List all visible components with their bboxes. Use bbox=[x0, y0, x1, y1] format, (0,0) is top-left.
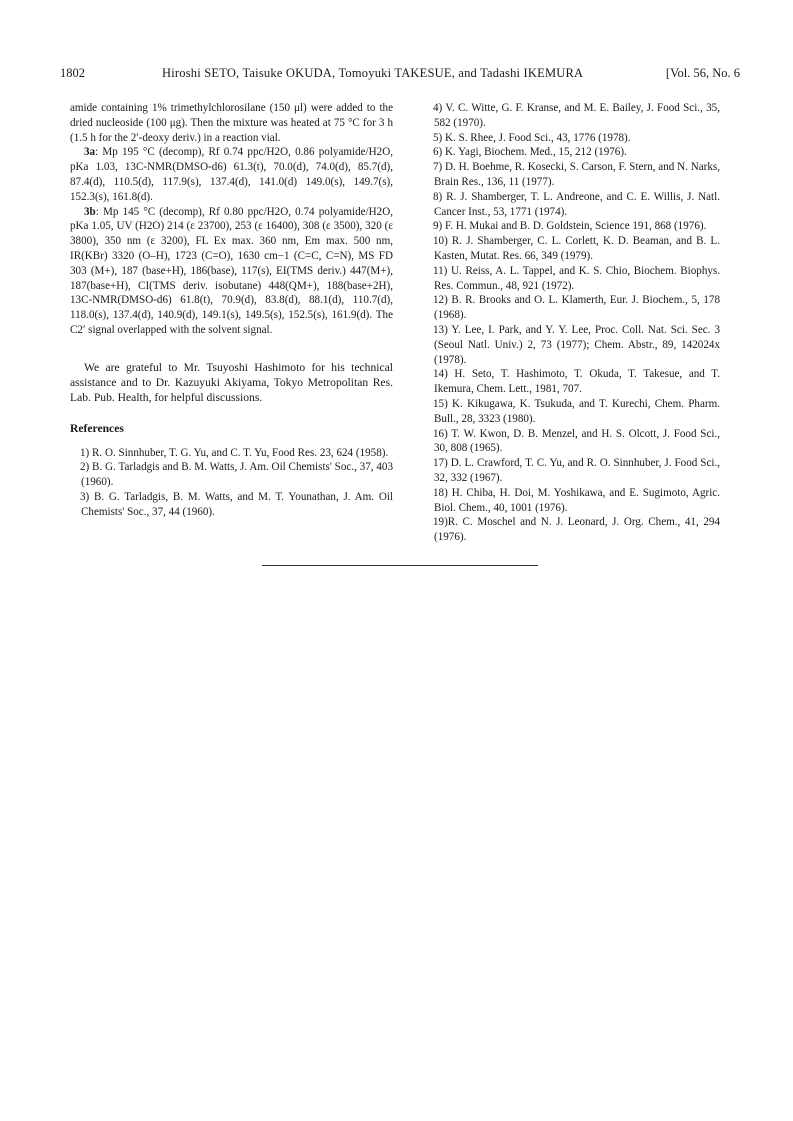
reference-item: 7) D. H. Boehme, R. Kosecki, S. Carson, F. Stern, and N. Narks, Brain Res., 136, 11 (1977). bbox=[433, 161, 720, 188]
acknowledgement: We are grateful to Mr. Tsuyoshi Hashimoto for his technical assistance and to Dr. Kazuyuki Akiyama, Tokyo Metropolitan Res. Lab. Pub. Health, for helpful discussions. bbox=[70, 360, 393, 404]
reference-item: 9) F. H. Mukai and B. D. Goldstein, Science 191, 868 (1976). bbox=[433, 220, 707, 233]
right-column bbox=[423, 101, 720, 545]
reference-item: 5) K. S. Rhee, J. Food Sci., 43, 1776 (1978). bbox=[433, 131, 631, 144]
left-column bbox=[70, 101, 393, 520]
reference-item: 10) R. J. Shamberger, C. L. Corlett, K. D. Beaman, and B. L. Kasten, Mutat. Res. 66, 349 (1979). bbox=[433, 235, 720, 262]
method-paragraph: amide containing 1% trimethylchlorosilane (150 μl) were added to the dried nucleoside (100 μg). Then the mixture was heated at 75 °C for 3 h (1.5 h for the 2′-deoxy deriv.) in a reaction vial. bbox=[70, 102, 393, 144]
reference-item: 14) H. Seto, T. Hashimoto, T. Okuda, T. Takesue, and T. Ikemura, Chem. Lett., 1981, 707. bbox=[433, 368, 720, 396]
reference-item: 4) V. C. Witte, G. F. Kranse, and M. E. Bailey, J. Food Sci., 35, 582 (1970). bbox=[433, 102, 720, 129]
reference-item: 1) R. O. Sinnhuber, T. G. Yu, and C. T. Yu, Food Res. 23, 624 (1958). bbox=[80, 446, 389, 459]
end-rule bbox=[262, 565, 538, 566]
reference-item: 16) T. W. Kwon, D. B. Menzel, and H. S. Olcott, J. Food Sci., 30, 808 (1965). bbox=[433, 427, 720, 455]
reference-item: 2) B. G. Tarladgis and B. M. Watts, J. Am. Oil Chemists' Soc., 37, 403 (1960). bbox=[80, 461, 393, 489]
compound-3a-paragraph bbox=[70, 145, 393, 204]
compound-3a-data: : Mp 195 °C (decomp), Rf 0.74 ppc/H2O, 0.86 polyamide/H2O, pKa 1.03, 13C-NMR(DMSO-d6) 61.3(t), 70.0(d), 74.0(d), 85.7(d), 87.4(d), 110.5(d), 117.9(s), 137.4(d), 141.0(d) 149.0(s), 149.7(s), 152.3(s), 161.8(d). bbox=[70, 146, 393, 203]
reference-item: 8) R. J. Shamberger, T. L. Andreone, and C. E. Willis, J. Natl. Cancer Inst., 53, 1771 (1974). bbox=[433, 190, 720, 218]
reference-item: 13) Y. Lee, I. Park, and Y. Y. Lee, Proc. Coll. Nat. Sci. Sec. 3 (Seoul Natl. Univ.) 2, 73 (1977); Chem. Abstr., 89, 142024x (1978). bbox=[433, 323, 720, 366]
reference-item: 17) D. L. Crawford, T. C. Yu, and R. O. Sinnhuber, J. Food Sci., 32, 332 (1967). bbox=[433, 457, 720, 484]
compound-3a-label: 3a bbox=[84, 146, 96, 159]
references-heading: References bbox=[70, 421, 124, 435]
reference-item: 18) H. Chiba, H. Doi, M. Yoshikawa, and E. Sugimoto, Agric. Biol. Chem., 40, 1001 (1976). bbox=[433, 486, 720, 514]
running-authors: Hiroshi SETO, Taisuke OKUDA, Tomoyuki TAKESUE, and Tadashi IKEMURA bbox=[162, 66, 584, 80]
reference-item: 19)R. C. Moschel and N. J. Leonard, J. Org. Chem., 41, 294 (1976). bbox=[433, 516, 720, 544]
reference-item: 11) U. Reiss, A. L. Tappel, and K. S. Chio, Biochem. Biophys. Res. Commun., 48, 921 (1972). bbox=[433, 264, 720, 292]
compound-3b-label: 3b bbox=[84, 205, 96, 218]
reference-item: 6) K. Yagi, Biochem. Med., 15, 212 (1976). bbox=[433, 146, 627, 159]
compound-3b-data: : Mp 145 °C (decomp), Rf 0.80 ppc/H2O, 0.74 polyamide/H2O, pKa 1.05, UV (H2O) 214 (ε 23700), 253 (ε 16400), 308 (ε 3500), 320 (ε 3800), 350 nm (ε 3200), FL Ex max. 360 nm, Em max. 500 nm, IR(KBr) 3320 (O–H), 1723 (C=O), 1630 cm−1 (C=C, C=N), MS FD 303 (M+), 187 (base+H), 186(base), 117(s), EI(TMS deriv.) 447(M+), 187(base+H), CI(TMS deriv. isobutane) 448(QM+), 188(base+2H), 13C-NMR(DMSO-d6) 61.8(t), 70.9(d), 83.8(d), 88.1(d), 110.7(d), 118.0(s), 137.4(d), 140.9(d), 149.1(s), 149.5(s), 152.5(s), 161.9(d). The C2′ signal overlapped with the solvent signal. bbox=[70, 205, 393, 336]
volume-info: [Vol. 56, No. 6 bbox=[665, 66, 740, 80]
reference-item: 15) K. Kikugawa, K. Tsukuda, and T. Kurechi, Chem. Pharm. Bull., 28, 3323 (1980). bbox=[433, 397, 720, 425]
compound-3b-paragraph bbox=[70, 205, 393, 338]
page-number: 1802 bbox=[60, 66, 85, 80]
reference-item: 12) B. R. Brooks and O. L. Klamerth, Eur. J. Biochem., 5, 178 (1968). bbox=[433, 294, 720, 322]
page-header bbox=[60, 66, 740, 86]
reference-item: 3) B. G. Tarladgis, B. M. Watts, and M. T. Younathan, J. Am. Oil Chemists' Soc., 37, 44 (1960). bbox=[80, 490, 393, 518]
